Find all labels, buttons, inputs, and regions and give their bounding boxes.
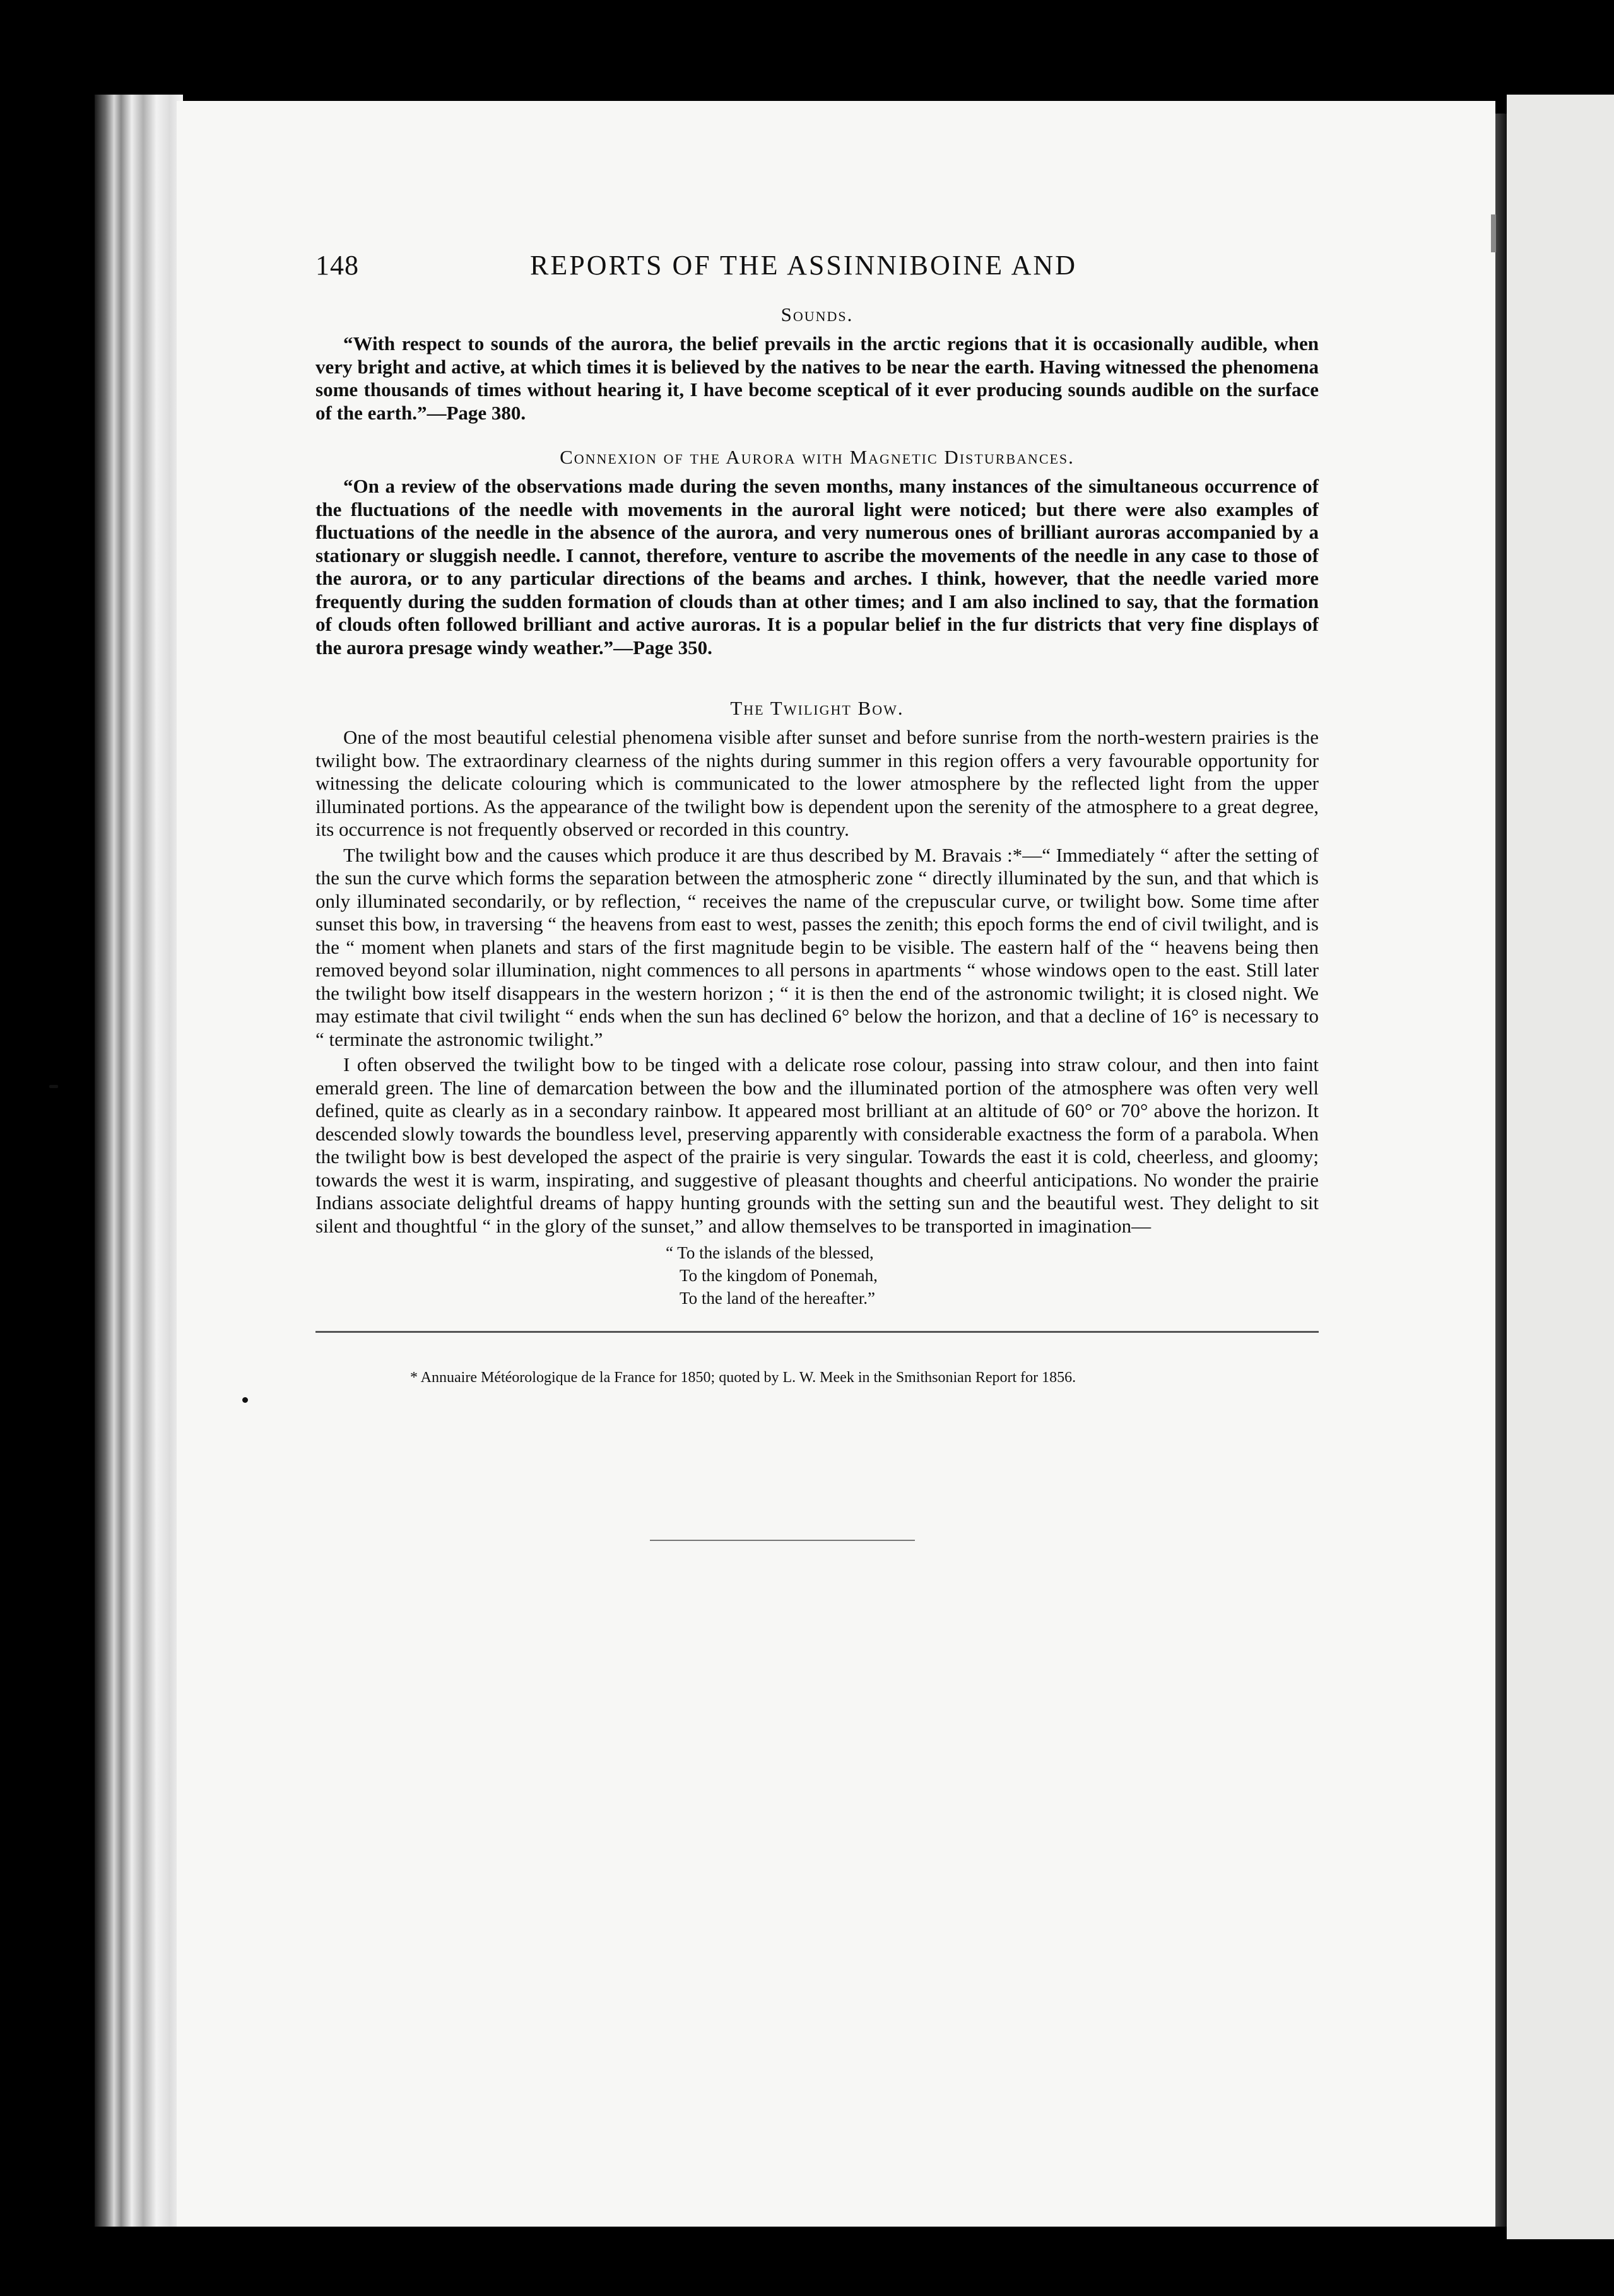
page-gutter [1495, 114, 1507, 2227]
end-rule [650, 1540, 915, 1541]
paragraph: One of the most beautiful celestial phenomena visible after sunset and before sunrise from the north-western prairies is the twilight bow. The extraordinary clearness of the nights during summer in this region offers a very favourable opportunity for witnessing the delicate colouring which is communicated to the lower atmosphere by the reflected light from the upper illuminated portions. As the appearance of the twilight bow is dependent upon the serenity of the atmosphere to a great degree, its occurrence is not frequently observed or recorded in this country. [315, 726, 1319, 840]
paragraph: I often observed the twilight bow to be tinged with a delicate rose colour, passing into straw colour, and then into faint emerald green. The line of demarcation between the bow and the illuminated portion of the atmosphere was often very well defined, quite as clearly as in a secondary rainbow. It appeared most brilliant at an altitude of 60° or 70° above the horizon. It descended slowly towards the boundless level, preserving apparently with considerable exactness the form of a parabola. When the twilight bow is best developed the aspect of the prairie is very singular. Towards the east it is cold, cheerless, and gloomy; towards the west it is warm, inspirating, and suggestive of pleasant thoughts and cheerful anticipations. No wonder the prairie Indians associate delightful dreams of happy hunting grounds with the setting sun and the beautiful west. They delight to sit silent and thoughtful “ in the glory of the sunset,” and allow themselves to be transported in imagination— [315, 1053, 1319, 1237]
page-number: 148 [315, 250, 359, 281]
footnote-rule [315, 1331, 1319, 1333]
facing-page-edge [1507, 95, 1614, 2239]
verse-line: To the kingdom of Ponemah, [680, 1266, 878, 1285]
section-twilight-bow [315, 697, 1319, 1309]
paragraph: “On a review of the observations made during the seven months, many instances of the simultaneous occurrence of the fluctuations of the needle with movements in the auroral light were noticed; but there were also examples of fluctuations of the needle in the absence of the aurora, and very numerous ones of brilliant auroras accompanied by a stationary or sluggish needle. I cannot, therefore, venture to ascribe the movements of the needle in any case to those of the aurora, or to any particular directions of the beams and arches. I think, however, that the needle varied more frequently during the sudden formation of clouds than at other times; and I am also inclined to say, that the formation of clouds often followed brilliant and active auroras. It is a popular belief in the fur districts that very fine displays of the aurora presage windy weather.”—Page 350. [315, 475, 1319, 659]
verse-quote [666, 1241, 1319, 1309]
section-heading: Sounds. [780, 303, 854, 325]
section-sounds [315, 303, 1319, 425]
verse-line: “ To the islands of the blessed, [666, 1243, 874, 1262]
running-head [315, 249, 1319, 287]
paragraph: The twilight bow and the causes which produce it are thus described by M. Bravais :*—“ Immediately “ after the setting of the sun the curve which forms the separation between the atmospheric zone “ directly illuminated by the sun, and that which is only illuminated secondarily, or by reflection, “ receives the name of the crepuscular curve, or twilight bow. Some time after sunset this bow, in traversing “ the heavens from east to west, passes the zenith; this epoch forms the end of civil twilight, and is the “ moment when planets and stars of the first magnitude begin to be visible. The eastern half of the “ heavens being then removed beyond solar illumination, night commences to all persons in apartments “ whose windows open to the east. Still later the twilight bow itself disappears in the western horizon ; “ it is then the end of the astronomic twilight; it is closed night. We may estimate that civil twilight “ ends when the sun has declined 6° below the horizon, and that a decline of 16° is necessary to “ terminate the astronomic twilight.” [315, 843, 1319, 1050]
footnote: * Annuaire Météorologique de la France for 1850; quoted by L. W. Meek in the Smithsonian Report for 1856. [410, 1369, 1076, 1386]
book-page-stack [95, 95, 183, 2227]
section-heading: The Twilight Bow. [730, 697, 904, 719]
margin-speck [242, 1397, 248, 1403]
running-title: REPORTS OF THE ASSINNIBOINE AND [530, 250, 1077, 281]
page-content [315, 249, 1319, 1541]
section-heading: Connexion of the Aurora with Magnetic Disturbances. [560, 446, 1075, 468]
margin-speck [49, 1085, 58, 1088]
section-connexion [315, 446, 1319, 659]
verse-line: To the land of the hereafter.” [680, 1289, 875, 1308]
paragraph: “With respect to sounds of the aurora, the belief prevails in the arctic regions that it is occasionally audible, when very bright and active, at which times it is believed by the natives to be near the earth. Having witnessed the phenomena some thousands of times without hearing it, I have become sceptical of it ever producing sounds audible on the surface of the earth.”—Page 380. [315, 332, 1319, 424]
edge-mark [1491, 214, 1496, 252]
